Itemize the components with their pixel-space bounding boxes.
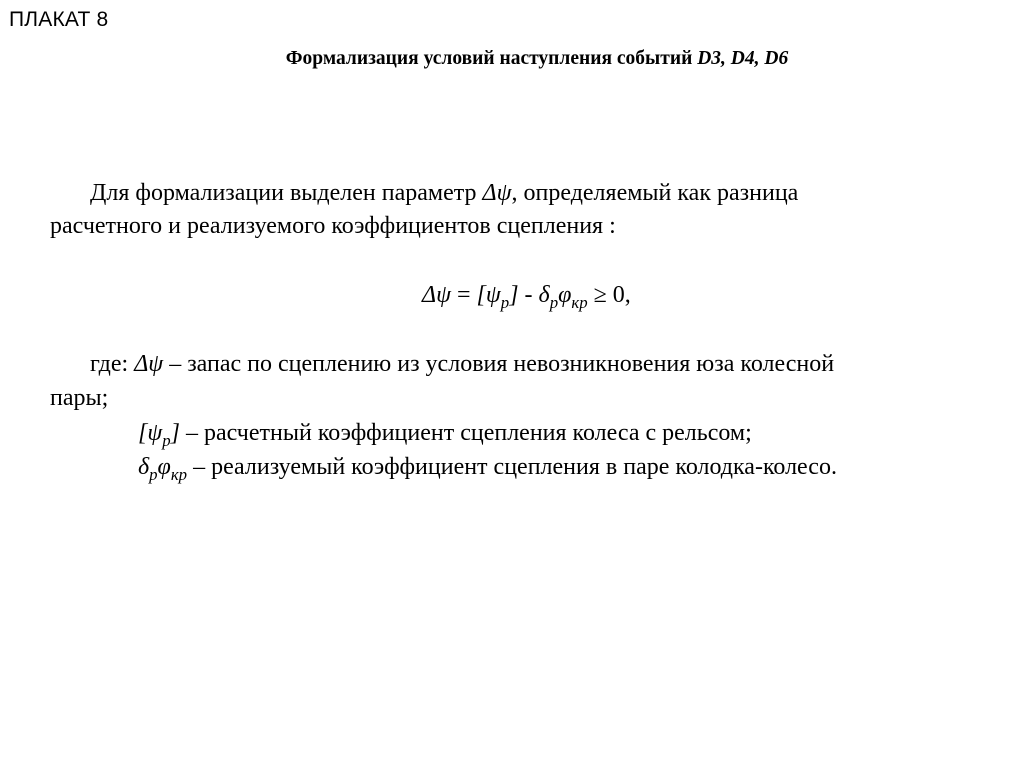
- where-label: где:: [90, 351, 135, 377]
- formula-delta-phi: $\delta_р\varphi_{кр}$: [538, 282, 588, 312]
- where-continuation: пары;: [50, 385, 109, 411]
- where-symbol: Δψ: [134, 351, 164, 377]
- intro-param: Δψ: [482, 180, 512, 206]
- item2-symbol: $\delta_р\varphi_{кр}$: [138, 454, 188, 484]
- item1-symbol: $[\psi_р]$: [138, 420, 180, 450]
- intro-text-a: Для формализации выделен параметр: [90, 180, 483, 206]
- formula-psi: $[\psi_р]$: [476, 282, 519, 312]
- title-prefix: Формализация условий наступления событий: [285, 48, 698, 69]
- item1-text: – расчетный коэффициент сцепления колеса с рельсом;: [179, 420, 752, 446]
- formula-minus: -: [518, 282, 539, 308]
- formula-tail: ≥ 0,: [587, 282, 631, 308]
- where-text: – запас по сцеплению из условия невозникновения юза колесной: [163, 351, 835, 377]
- intro-text-b: , определяемый как разница: [511, 180, 799, 206]
- intro-line-1: [90, 181, 798, 205]
- page-title: [0, 48, 1024, 70]
- formula-lhs: Δψ: [422, 282, 451, 308]
- item2-text: – реализуемый коэффициент сцепления в паре колодка-колесо.: [187, 454, 837, 480]
- where-line: [90, 352, 834, 376]
- poster-label: ПЛАКАТ 8: [9, 8, 109, 31]
- intro-line-2: расчетного и реализуемого коэффициентов сцепления :: [50, 213, 616, 239]
- definition-item-1: [138, 420, 752, 450]
- definition-item-2: [138, 454, 837, 484]
- title-events: D3, D4, D6: [697, 48, 789, 69]
- formula: [422, 282, 631, 312]
- formula-eq: =: [451, 282, 477, 308]
